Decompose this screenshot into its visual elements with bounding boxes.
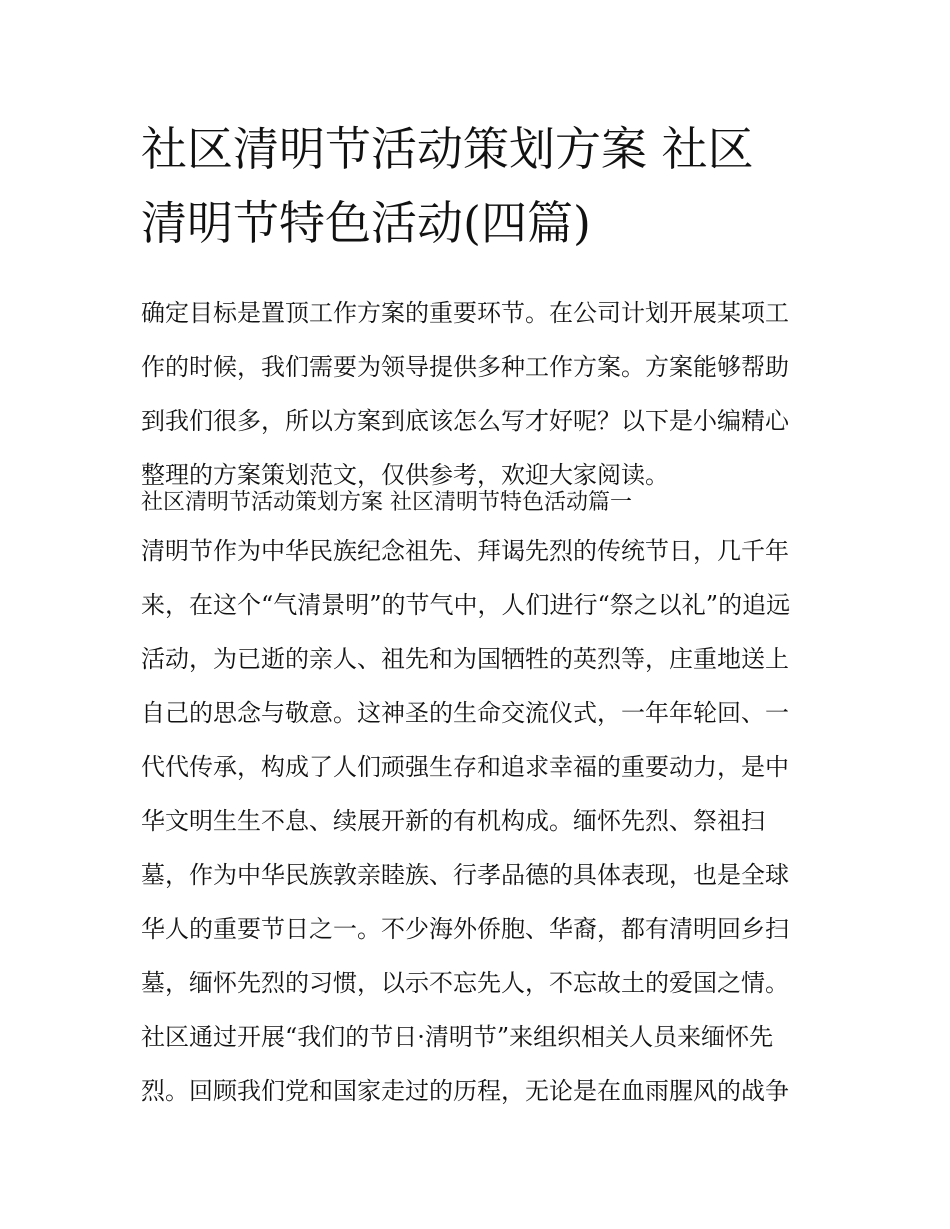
paragraph-line: 作的时候，我们需要为领导提供多种工作方案。方案能够帮助	[141, 353, 789, 381]
paragraph-line: 墓，缅怀先烈的习惯，以示不忘先人，不忘故土的爱国之情。	[141, 969, 789, 997]
paragraph-line: 到我们很多，所以方案到底该怎么写才好呢？以下是小编精心	[141, 407, 789, 435]
paragraph-line: 活动，为已逝的亲人、祖先和为国牺牲的英烈等，庄重地送上	[141, 645, 789, 673]
paragraph-line: 华文明生生不息、续展开新的有机构成。缅怀先烈、祭祖扫	[141, 807, 765, 835]
paragraph-line: 确定目标是置顶工作方案的重要环节。在公司计划开展某项工	[141, 299, 789, 327]
paragraph-line: 来，在这个“气清景明”的节气中，人们进行“祭之以礼”的追远	[141, 591, 791, 619]
section-heading: 社区清明节活动策划方案 社区清明节特色活动篇一	[141, 490, 632, 515]
title-line: 社区清明节活动策划方案 社区	[141, 122, 754, 176]
paragraph-line: 整理的方案策划范文，仅供参考，欢迎大家阅读。	[141, 461, 669, 489]
title-line: 清明节特色活动(四篇)	[141, 196, 591, 250]
intro-paragraph	[141, 286, 821, 502]
paragraph-line: 代代传承，构成了人们顽强生存和追求幸福的重要动力，是中	[141, 753, 789, 781]
paragraph-line: 自己的思念与敬意。这神圣的生命交流仪式，一年年轮回、一	[141, 699, 789, 727]
paragraph-line: 烈。回顾我们党和国家走过的历程，无论是在血雨腥风的战争	[141, 1077, 789, 1105]
paragraph-line: 墓，作为中华民族敦亲睦族、行孝品德的具体表现，也是全球	[141, 861, 789, 889]
article-paragraph	[141, 524, 821, 1118]
paragraph-line: 华人的重要节日之一。不少海外侨胞、华裔，都有清明回乡扫	[141, 915, 789, 943]
document-title	[141, 112, 841, 260]
paragraph-line: 社区通过开展“我们的节日·清明节”来组织相关人员来缅怀先	[141, 1023, 774, 1051]
paragraph-line: 清明节作为中华民族纪念祖先、拜谒先烈的传统节日，几千年	[141, 537, 789, 565]
